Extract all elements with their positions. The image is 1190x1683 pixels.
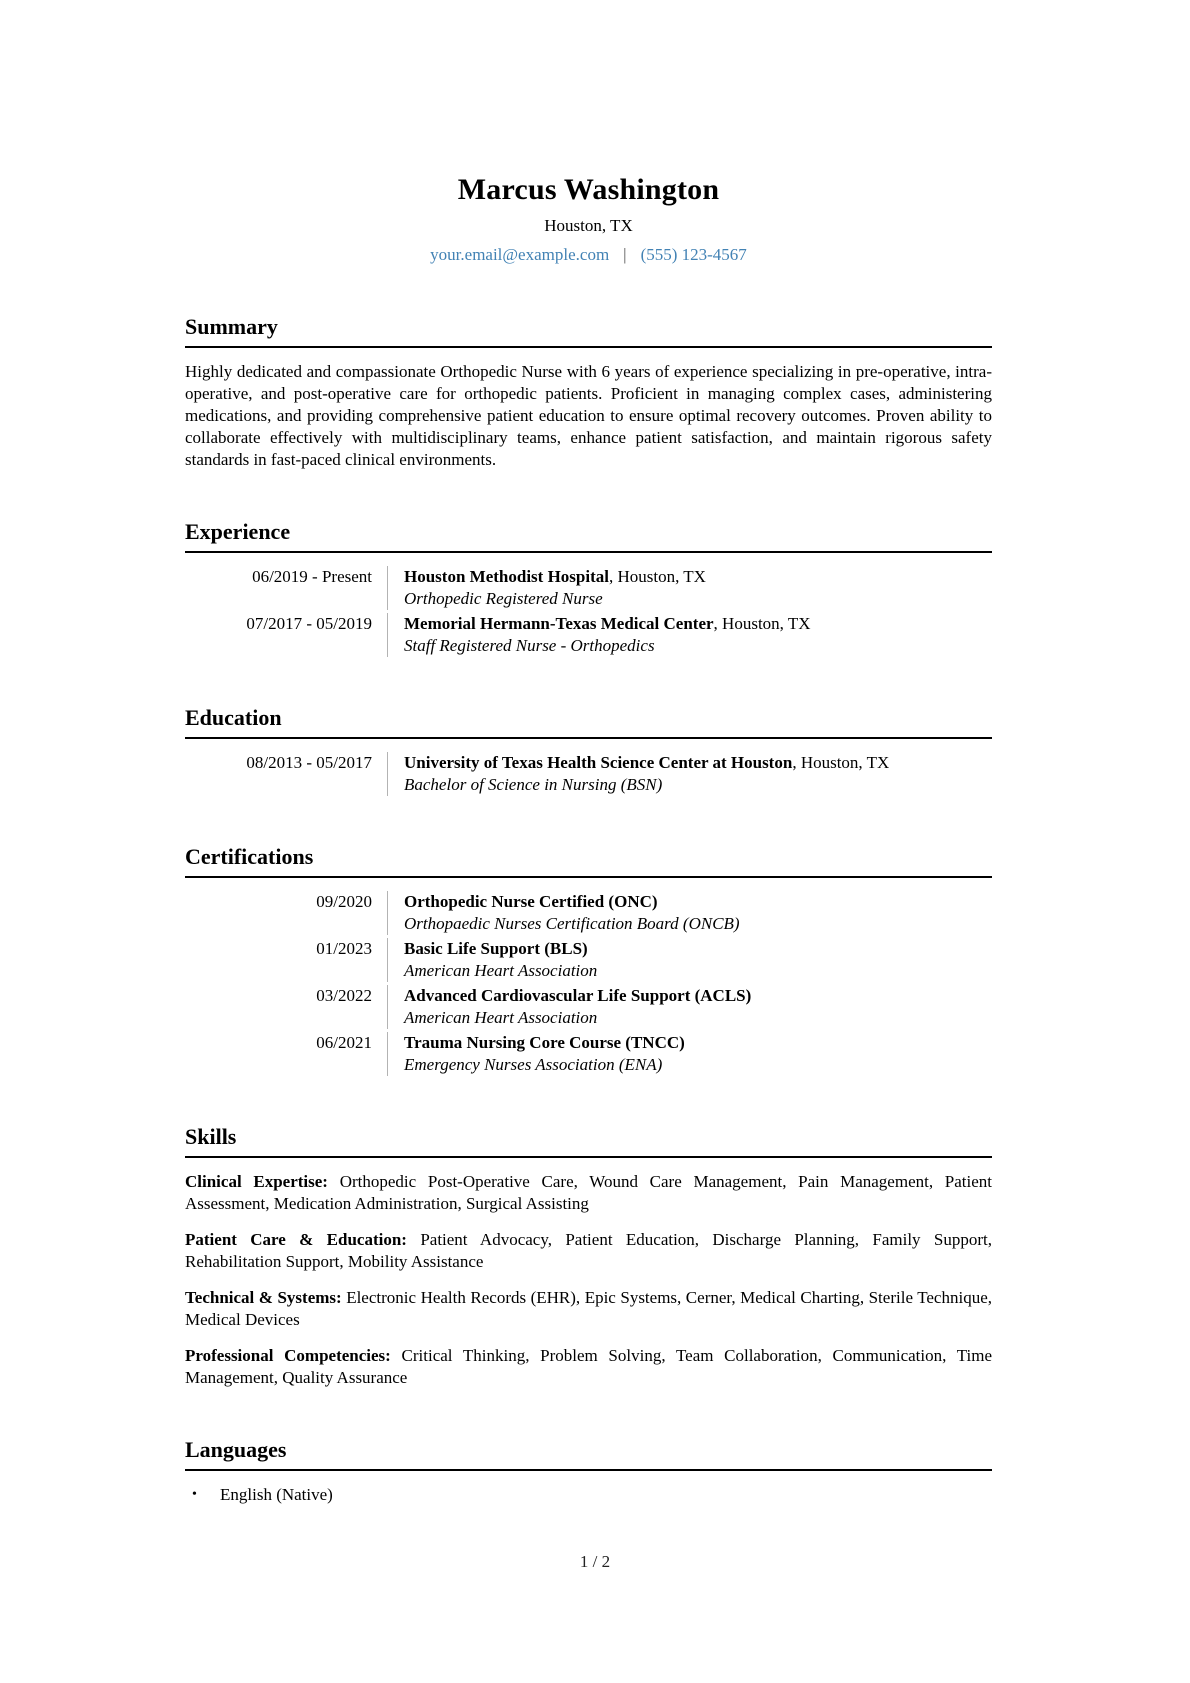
language-text: English (Native) [220, 1485, 333, 1504]
entry-role: Staff Registered Nurse - Orthopedics [404, 636, 655, 655]
section-experience [185, 519, 992, 657]
certification-entry [185, 1032, 992, 1076]
experience-entry [185, 566, 992, 610]
person-name: Marcus Washington [457, 173, 720, 206]
entry-date: 01/2023 [316, 939, 372, 958]
experience-entry [185, 613, 992, 657]
entry-role: Orthopedic Registered Nurse [404, 589, 603, 608]
entry-date: 09/2020 [316, 892, 372, 911]
certification-entry [185, 938, 992, 982]
contact-line [185, 244, 992, 266]
entry-divider [387, 891, 388, 935]
entry-location: , Houston, TX [713, 614, 811, 633]
skill-text: Critical Thinking, Problem Solving, Team Collaboration, Communication, Time Management, Quality Assurance [185, 1346, 993, 1387]
skill-label: Clinical Expertise: [185, 1172, 328, 1191]
section-languages [185, 1437, 992, 1506]
bullet-icon: • [192, 1487, 197, 1502]
languages-title: Languages [185, 1437, 992, 1471]
page-number: 1 / 2 [579, 1552, 611, 1571]
cert-issuer: American Heart Association [404, 1008, 598, 1027]
cert-name: Advanced Cardiovascular Life Support (ACLS) [404, 986, 752, 1005]
email-link[interactable]: your.email@example.com [430, 245, 610, 264]
entry-org: University of Texas Health Science Center at Houston [404, 753, 793, 772]
skills-title: Skills [185, 1124, 992, 1158]
entry-heading [404, 752, 992, 774]
skill-paragraph [185, 1171, 992, 1215]
skill-paragraph [185, 1345, 992, 1389]
entry-date: 06/2019 - Present [252, 567, 372, 586]
cert-name: Basic Life Support (BLS) [404, 939, 588, 958]
entry-heading [404, 566, 992, 588]
skill-text: Patient Advocacy, Patient Education, Discharge Planning, Family Support, Rehabilitation Support, Mobility Assistance [185, 1230, 992, 1271]
skill-label: Technical & Systems: [185, 1288, 342, 1307]
entry-divider [387, 613, 388, 657]
skill-label: Patient Care & Education: [185, 1230, 407, 1249]
summary-title: Summary [185, 314, 992, 348]
section-education [185, 705, 992, 796]
education-entry [185, 752, 992, 796]
entry-date: 07/2017 - 05/2019 [246, 614, 372, 633]
cert-issuer: Orthopaedic Nurses Certification Board (ONCB) [404, 914, 740, 933]
section-summary [185, 314, 992, 471]
certification-entry [185, 985, 992, 1029]
person-location: Houston, TX [544, 216, 633, 235]
skill-text: Electronic Health Records (EHR), Epic Systems, Cerner, Medical Charting, Sterile Technique, Medical Devices [185, 1288, 992, 1329]
certification-entry [185, 891, 992, 935]
cert-issuer: American Heart Association [404, 961, 598, 980]
entry-date: 06/2021 [316, 1033, 372, 1052]
summary-text: Highly dedicated and compassionate Orthopedic Nurse with 6 years of experience specializing in pre-operative, intra-operative, and post-operative care for orthopedic patients. Proficient in managing complex cases, administering medications, and providing comprehensive patient education to ensure optimal recovery outcomes. Proven ability to collaborate effectively with multidisciplinary teams, enhance patient satisfaction, and maintain rigorous safety standards in fast-paced clinical environments. [185, 362, 992, 469]
entry-org: Memorial Hermann-Texas Medical Center [404, 614, 714, 633]
education-title: Education [185, 705, 992, 739]
entry-divider [387, 566, 388, 610]
cert-issuer: Emergency Nurses Association (ENA) [404, 1055, 663, 1074]
entry-location: , Houston, TX [792, 753, 890, 772]
language-item [185, 1484, 992, 1506]
entry-org: Houston Methodist Hospital [404, 567, 609, 586]
section-skills [185, 1124, 992, 1389]
skill-text: Orthopedic Post-Operative Care, Wound Care Management, Pain Management, Patient Assessment, Medication Administration, Surgical Assisting [185, 1172, 993, 1213]
entry-heading [404, 613, 992, 635]
entry-location: , Houston, TX [608, 567, 706, 586]
cert-name: Trauma Nursing Core Course (TNCC) [404, 1033, 685, 1052]
experience-title: Experience [185, 519, 992, 553]
entry-divider [387, 938, 388, 982]
certifications-title: Certifications [185, 844, 992, 878]
entry-divider [387, 752, 388, 796]
entry-date: 03/2022 [316, 986, 372, 1005]
skill-paragraph [185, 1287, 992, 1331]
contact-separator: | [623, 245, 627, 264]
entry-date: 08/2013 - 05/2017 [246, 753, 372, 772]
cert-name: Orthopedic Nurse Certified (ONC) [404, 892, 658, 911]
section-certifications [185, 844, 992, 1076]
header [185, 172, 992, 266]
entry-divider [387, 985, 388, 1029]
entry-degree: Bachelor of Science in Nursing (BSN) [404, 775, 663, 794]
phone-link[interactable]: (555) 123-4567 [640, 245, 747, 264]
skill-paragraph [185, 1229, 992, 1273]
entry-divider [387, 1032, 388, 1076]
skill-label: Professional Competencies: [185, 1346, 391, 1365]
